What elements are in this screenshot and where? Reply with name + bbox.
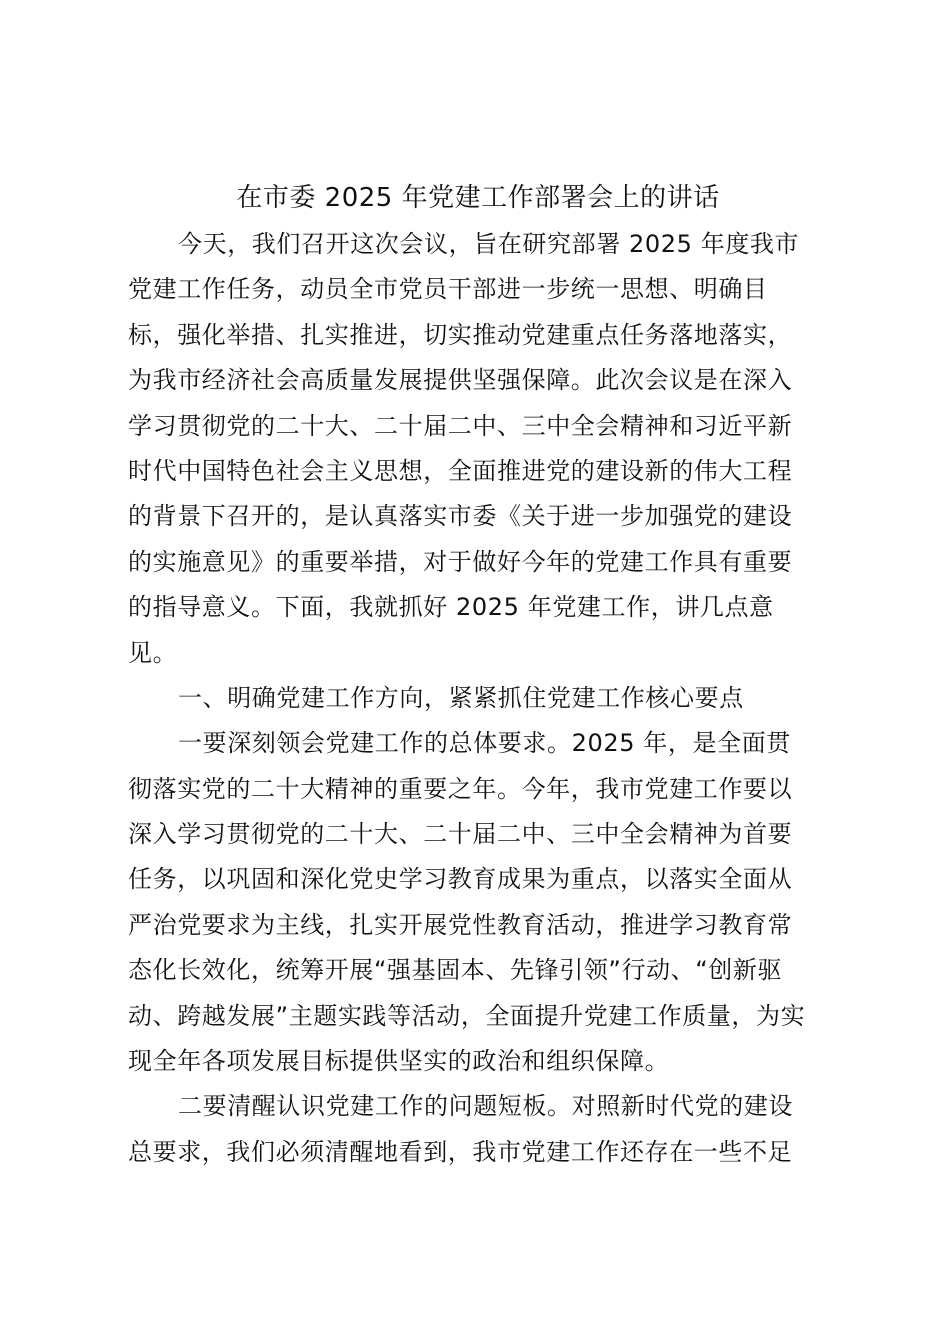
body-line: 现全年各项发展目标提供坚实的政治和组织保障。 xyxy=(128,1047,670,1076)
body-line: 标，强化举措、扎实推进，切实推动党建重点任务落地落实， xyxy=(128,320,793,349)
body-line: 的实施意见》的重要举措，对于做好今年的党建工作具有重要 xyxy=(128,547,793,576)
body-line: 动、跨越发展”主题实践等活动，全面提升党建工作质量，为实 xyxy=(128,1001,806,1030)
body-line: 严治党要求为主线，扎实开展党性教育活动，推进学习教育常 xyxy=(128,910,793,939)
body-line: 深入学习贯彻党的二十大、二十届二中、三中全会精神为首要 xyxy=(128,820,793,849)
body-line: 的背景下召开的，是认真落实市委《关于进一步加强党的建设 xyxy=(128,502,793,531)
body-line: 态化长效化，统筹开展“强基固本、先锋引领”行动、“创新驱 xyxy=(128,956,783,985)
body-line: 总要求，我们必须清醒地看到，我市党建工作还存在一些不足 xyxy=(128,1137,793,1166)
body-line: 见。 xyxy=(128,638,178,667)
body-line: 今天，我们召开这次会议，旨在研究部署 2025 年度我市 xyxy=(178,230,800,258)
document-title: 在市委 2025 年党建工作部署会上的讲话 xyxy=(236,183,720,213)
document-body xyxy=(128,222,828,1175)
body-line: 一、明确党建工作方向，紧紧抓住党建工作核心要点 xyxy=(178,683,744,712)
body-line: 为我市经济社会高质量发展提供坚强保障。此次会议是在深入 xyxy=(128,366,793,395)
body-line: 时代中国特色社会主义思想，全面推进党的建设新的伟大工程 xyxy=(128,456,793,485)
body-line: 一要深刻领会党建工作的总体要求。2025 年，是全面贯 xyxy=(178,729,791,758)
body-line: 二要清醒认识党建工作的问题短板。对照新时代党的建设 xyxy=(178,1092,793,1121)
body-line: 的指导意义。下面，我就抓好 2025 年党建工作，讲几点意 xyxy=(128,593,774,622)
body-line: 学习贯彻党的二十大、二十届二中、三中全会精神和习近平新 xyxy=(128,411,793,440)
body-line: 彻落实党的二十大精神的重要之年。今年，我市党建工作要以 xyxy=(128,774,793,803)
body-line: 党建工作任务，动员全市党员干部进一步统一思想、明确目 xyxy=(128,275,768,304)
body-line: 任务，以巩固和深化党史学习教育成果为重点，以落实全面从 xyxy=(128,865,793,894)
